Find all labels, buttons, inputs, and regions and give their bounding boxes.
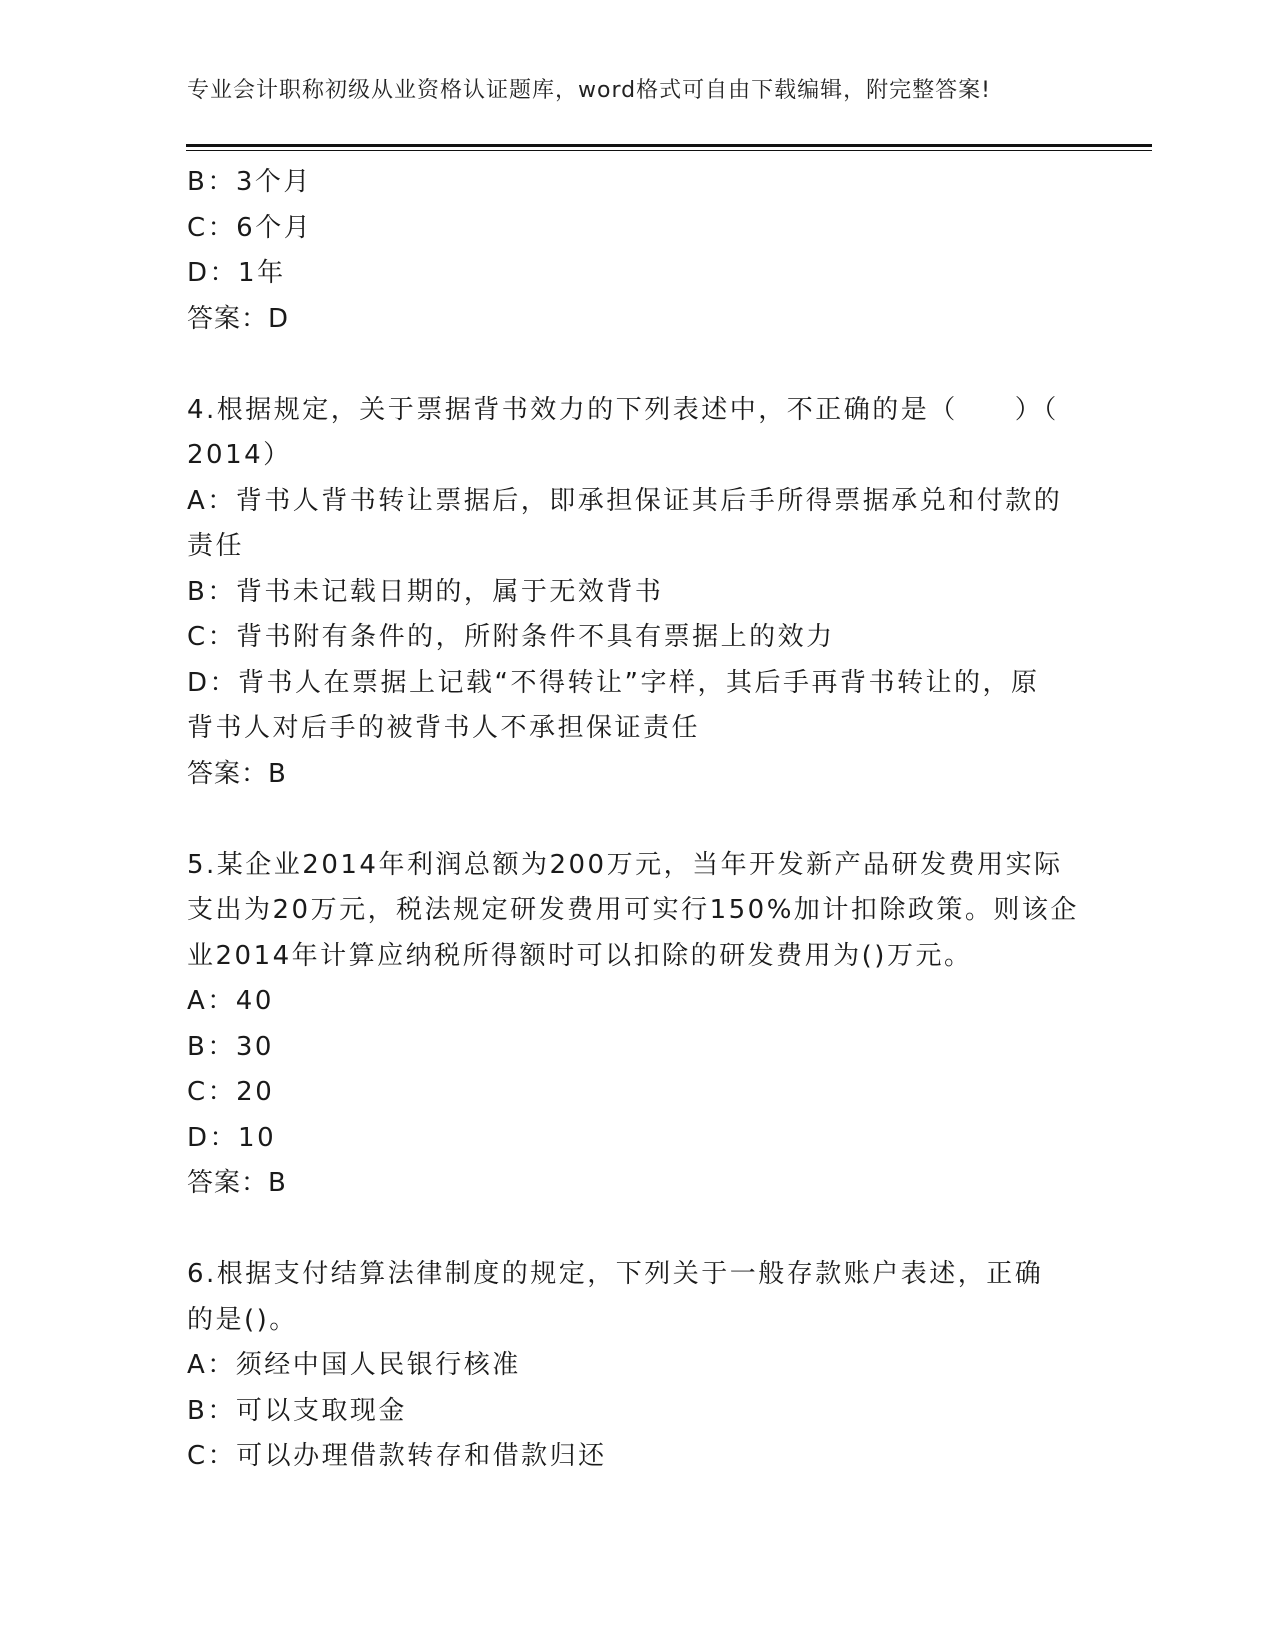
option-b: B：30 (187, 1031, 274, 1062)
option-b: B：3个月 (187, 167, 312, 197)
option-c: C：6个月 (187, 212, 313, 243)
option-b: B：背书未记载日期的，属于无效背书 (187, 576, 664, 607)
page-header: 专业会计职称初级从业资格认证题库，word格式可自由下载编辑，附完整答案! (187, 78, 991, 103)
question-content (187, 160, 1087, 1480)
option-a: A：背书人背书转让票据后，即承担保证其后手所得票据承兑和付款的 (187, 485, 1063, 516)
option-a: A：须经中国人民银行核准 (187, 1350, 521, 1380)
question-stem: 4.根据规定，关于票据背书效力的下列表述中，不正确的是（ ）（ (187, 394, 1059, 425)
answer-line: 答案：B (187, 1168, 287, 1198)
question-stem: 的是()。 (187, 1304, 298, 1335)
question-stem: 支出为20万元，税法规定研发费用可实行150%加计扣除政策。则该企 (187, 895, 1079, 925)
question-stem: 5.某企业2014年利润总额为200万元，当年开发新产品研发费用实际 (187, 849, 1063, 880)
spacer (187, 342, 1087, 388)
question-stem: 6.根据支付结算法律制度的规定，下列关于一般存款账户表述，正确 (187, 1259, 1044, 1289)
question-5 (187, 843, 1087, 1207)
option-d: D：背书人在票据上记载“不得转让”字样，其后手再背书转让的，原 (187, 667, 1040, 698)
question-6 (187, 1252, 1087, 1480)
option-c: C：20 (187, 1077, 275, 1107)
answer-line: 答案：D (187, 303, 290, 334)
option-d: D：1年 (187, 258, 286, 288)
option-d-continued: 背书人对后手的被背书人不承担保证责任 (187, 713, 701, 743)
header-rule-thick (186, 144, 1152, 147)
question-3-tail (187, 160, 1087, 342)
question-stem: 2014） (187, 440, 292, 470)
option-a: A：40 (187, 986, 274, 1016)
option-d: D：10 (187, 1122, 277, 1153)
spacer (187, 797, 1087, 843)
option-a-continued: 责任 (187, 531, 245, 561)
option-c: C：背书附有条件的，所附条件不具有票据上的效力 (187, 622, 835, 652)
option-c: C：可以办理借款转存和借款归还 (187, 1441, 607, 1471)
spacer (187, 1207, 1087, 1253)
question-4 (187, 388, 1087, 798)
answer-line: 答案：B (187, 758, 287, 789)
header-rule-thin (186, 150, 1152, 151)
question-stem: 业2014年计算应纳税所得额时可以扣除的研发费用为()万元。 (187, 940, 973, 971)
option-b: B：可以支取现金 (187, 1395, 407, 1426)
